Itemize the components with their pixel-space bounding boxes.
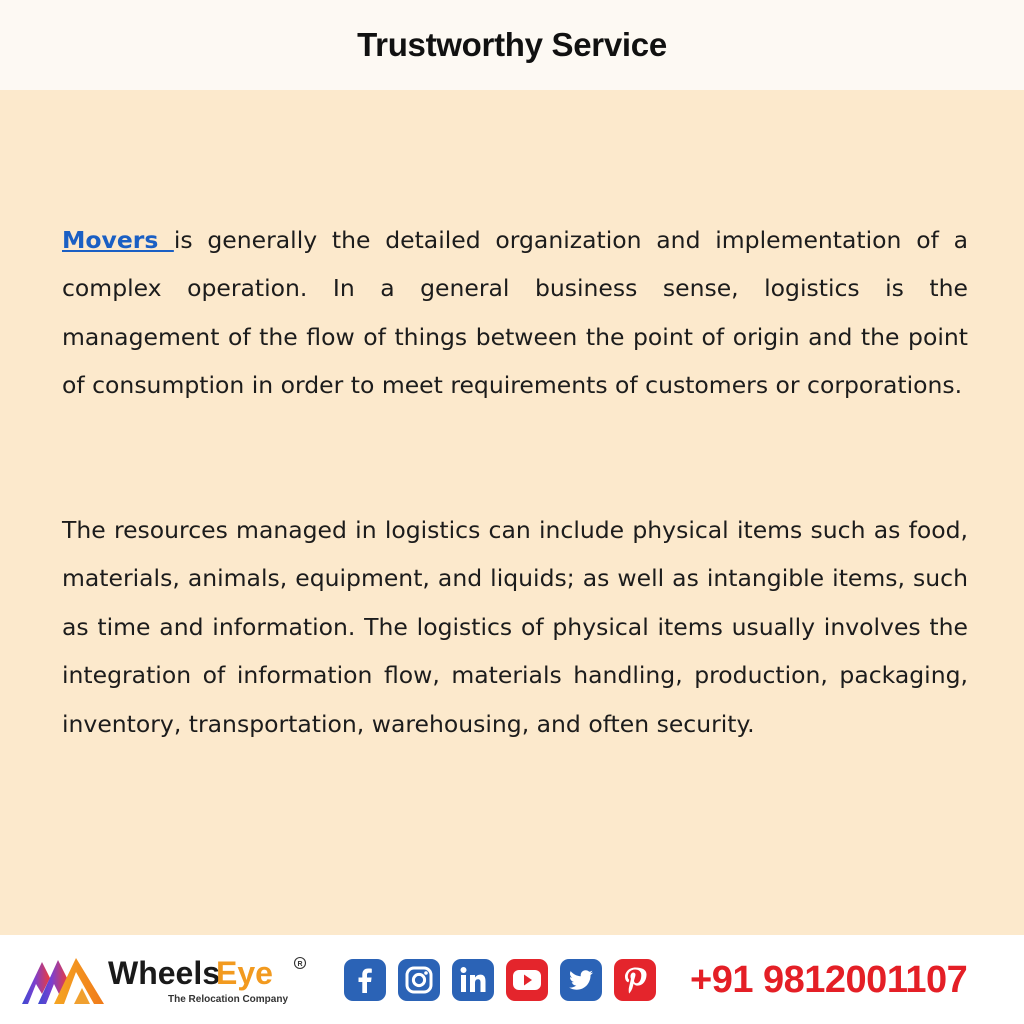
paragraph-1 [62, 216, 968, 410]
instagram-icon[interactable] [398, 959, 440, 1001]
paragraph-2-text: The resources managed in logistics can include physical items such as food, materials, animals, equipment, and liquids; as well as intangible items, such as time and information. The logistics of physical items usually involves the integration of information flow, materials handling, production, packaging, inventory, transportation, warehousing, and often security. [62, 516, 968, 738]
page-footer [0, 935, 1024, 1024]
page-header [0, 0, 1024, 90]
pinterest-icon[interactable] [614, 959, 656, 1001]
twitter-icon[interactable] [560, 959, 602, 1001]
paragraph-2 [62, 506, 968, 748]
facebook-icon[interactable] [344, 959, 386, 1001]
content-area [0, 90, 1024, 935]
registered-mark: R [297, 961, 303, 968]
brand-name-part2: Eye [216, 955, 273, 991]
movers-link[interactable]: Movers [62, 226, 174, 254]
linkedin-icon[interactable] [452, 959, 494, 1001]
youtube-icon[interactable] [506, 959, 548, 1001]
social-icons [344, 959, 656, 1001]
paragraph-1-text: is generally the detailed organization and implementation of a complex operation. In a general business sense, logistics is the management of the flow of things between the point of origin and the point of consumption in order to meet requirements of customers or corporations. [62, 226, 969, 400]
wheelseye-logo[interactable] [20, 948, 320, 1012]
page-title: Trustworthy Service [357, 26, 667, 63]
phone-number[interactable]: +91 9812001107 [690, 959, 968, 1001]
brand-tagline: The Relocation Company [168, 994, 289, 1005]
logo-mark-icon [22, 958, 104, 1004]
brand-name-part1: Wheels [108, 955, 221, 991]
